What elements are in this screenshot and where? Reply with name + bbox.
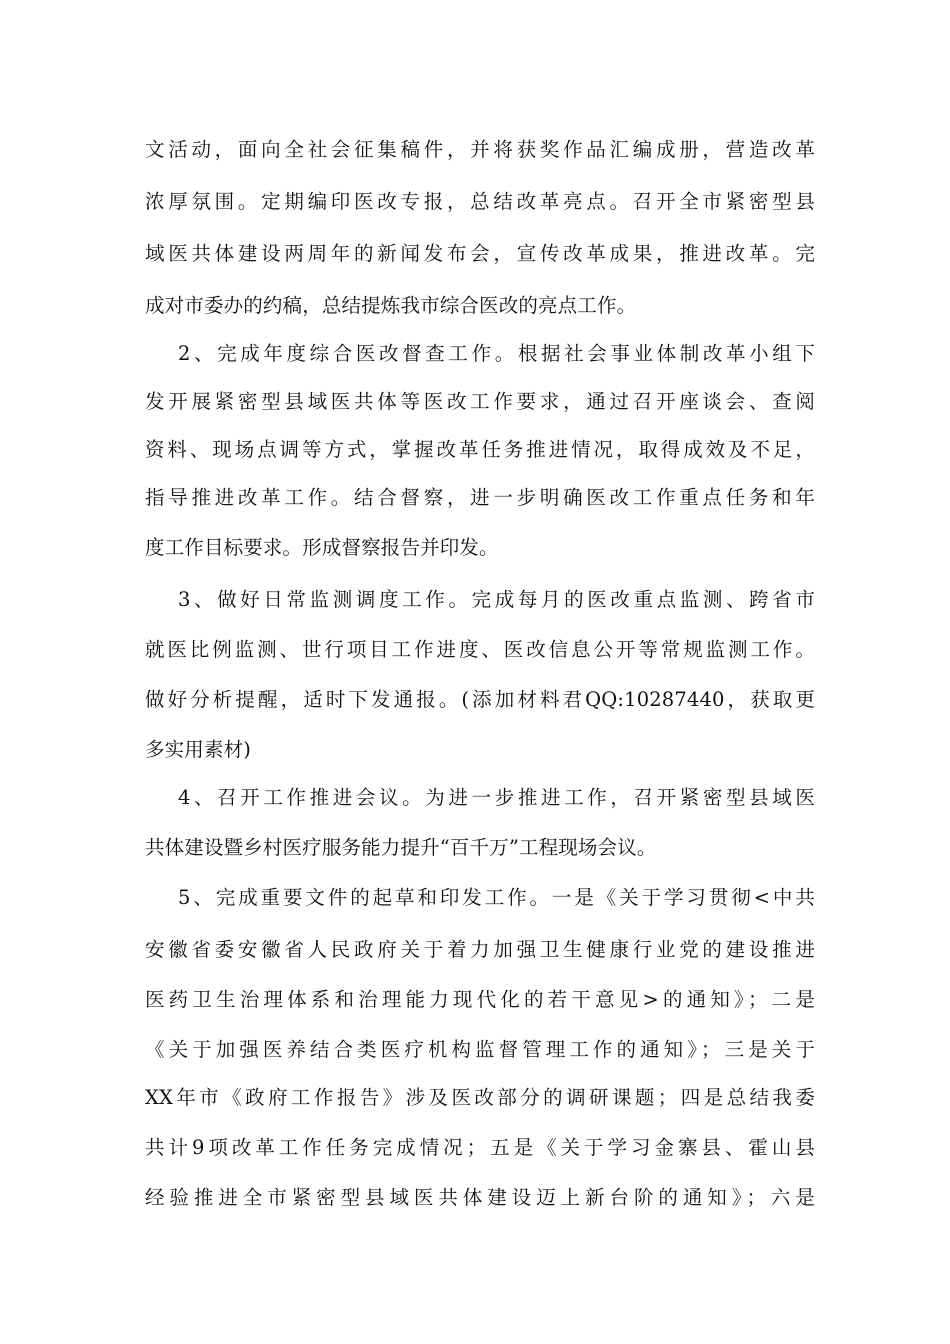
paragraph-start-line: 4、召开工作推进会议。为进一步推进工作，召开紧密型县域医 bbox=[178, 786, 815, 809]
text-line: 指导推进改革工作。结合督察，进一步明确医改工作重点任务和年 bbox=[145, 486, 815, 509]
text-line: 就医比例监测、世行项目工作进度、医改信息公开等常规监测工作。 bbox=[145, 638, 815, 661]
text-line: 共计9项改革工作任务完成情况；五是《关于学习金寨县、霍山县 bbox=[145, 1136, 815, 1159]
text-line: 成对市委办的约稿，总结提炼我市综合医改的亮点工作。 bbox=[145, 294, 637, 317]
text-line: 域医共体建设两周年的新闻发布会，宣传改革成果，推进改革。完 bbox=[145, 242, 815, 265]
paragraph-start-line: 5、完成重要文件的起草和印发工作。一是《关于学习贯彻<中共 bbox=[178, 886, 815, 909]
text-line: 安徽省委安徽省人民政府关于着力加强卫生健康行业党的建设推进 bbox=[145, 938, 815, 961]
text-line: 医药卫生治理体系和治理能力现代化的若干意见>的通知》；二是 bbox=[145, 988, 815, 1011]
text-line: 经验推进全市紧密型县域医共体建设迈上新台阶的通知》；六是 bbox=[145, 1186, 815, 1209]
text-line: 《关于加强医养结合类医疗机构监督管理工作的通知》；三是关于 bbox=[145, 1038, 815, 1061]
text-line: 多实用素材) bbox=[145, 738, 252, 761]
paragraph-start-line: 2、完成年度综合医改督查工作。根据社会事业体制改革小组下 bbox=[178, 342, 815, 365]
text-line: 资料、现场点调等方式，掌握改革任务推进情况，取得成效及不足， bbox=[145, 438, 815, 461]
text-line: 共体建设暨乡村医疗服务能力提升“百千万”工程现场会议。 bbox=[145, 836, 657, 859]
text-line: XX年市《政府工作报告》涉及医改部分的调研课题；四是总结我委 bbox=[145, 1086, 815, 1109]
text-line: 浓厚氛围。定期编印医改专报，总结改革亮点。召开全市紧密型县 bbox=[145, 190, 815, 213]
text-line: 做好分析提醒，适时下发通报。(添加材料君QQ:10287440，获取更 bbox=[145, 688, 815, 711]
paragraph-start-line: 3、做好日常监测调度工作。完成每月的医改重点监测、跨省市 bbox=[178, 588, 815, 611]
text-line: 度工作目标要求。形成督察报告并印发。 bbox=[145, 536, 499, 559]
text-line: 文活动，面向全社会征集稿件，并将获奖作品汇编成册，营造改革 bbox=[145, 138, 815, 161]
text-line: 发开展紧密型县域医共体等医改工作要求，通过召开座谈会、查阅 bbox=[145, 390, 815, 413]
